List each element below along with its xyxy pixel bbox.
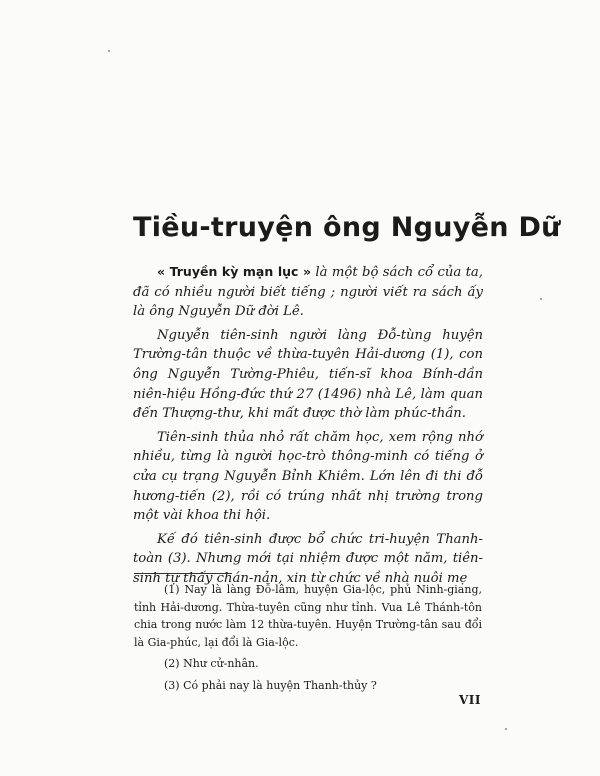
paragraph: Nguyễn tiên-sinh người làng Đỗ-tùng huyện Trường-tân thuộc về thừa-tuyên Hải-dương (1), con ông Nguyễn Tường-Phiêu, tiến-sĩ khoa Bính-dần niên-hiệu Hồng-đức thứ 27 (1496) nhà Lê, làm quan đến Thượng-thư, khi mất được thờ làm phúc-thần.: [133, 327, 483, 422]
paragraph: [133, 262, 483, 322]
chapter-title: Tiều-truyện ông Nguyễn Dữ: [133, 212, 561, 243]
footnote: (2) Như cử-nhân.: [164, 657, 259, 671]
paper-speck: [505, 728, 507, 730]
footnotes: [134, 581, 482, 699]
book-title-lead: « Truyền kỳ mạn lục »: [157, 264, 312, 279]
paper-speck: [108, 50, 110, 52]
body-text: [133, 262, 483, 593]
paragraph-text: là một bộ sách cổ của ta, đã có nhiều người biết tiếng ; người viết ra sách ấy là ông Nguyễn Dữ đời Lê.: [133, 265, 483, 320]
footnote: (1) Nay là làng Đỗ-lâm, huyện Gia-lộc, phủ Ninh-giang, tỉnh Hải-dương. Thừa-tuyên cũng như tỉnh. Vua Lê Thánh-tôn chia trong nước làm 12 thừa-tuyên. Huyện Trường-tân sau đổi là Gia-phúc, lại đổi là Gia-lộc.: [134, 583, 482, 649]
paper-speck: [540, 298, 542, 300]
footnote-divider: [134, 573, 232, 574]
paragraph: Tiên-sinh thủa nhỏ rất chăm học, xem rộng nhớ nhiều, từng là người học-trò thông-minh có tiếng ở cửa cụ trạng Nguyễn Bỉnh Khiêm. Lớn lên đi thi đỗ hương-tiến (2), rồi có trúng nhất nhị trường trong một vài khoa thi hội.: [133, 429, 483, 524]
page-number: VII: [458, 693, 481, 707]
paragraph: Kế đó tiên-sinh được bổ chức tri-huyện Thanh-toàn (3). Nhưng mới tại nhiệm được một năm, tiên-sinh tự thấy chán-nản, xin từ chức về nhà nuôi mẹ: [133, 531, 483, 586]
footnote: (3) Có phải nay là huyện Thanh-thủy ?: [164, 678, 377, 692]
